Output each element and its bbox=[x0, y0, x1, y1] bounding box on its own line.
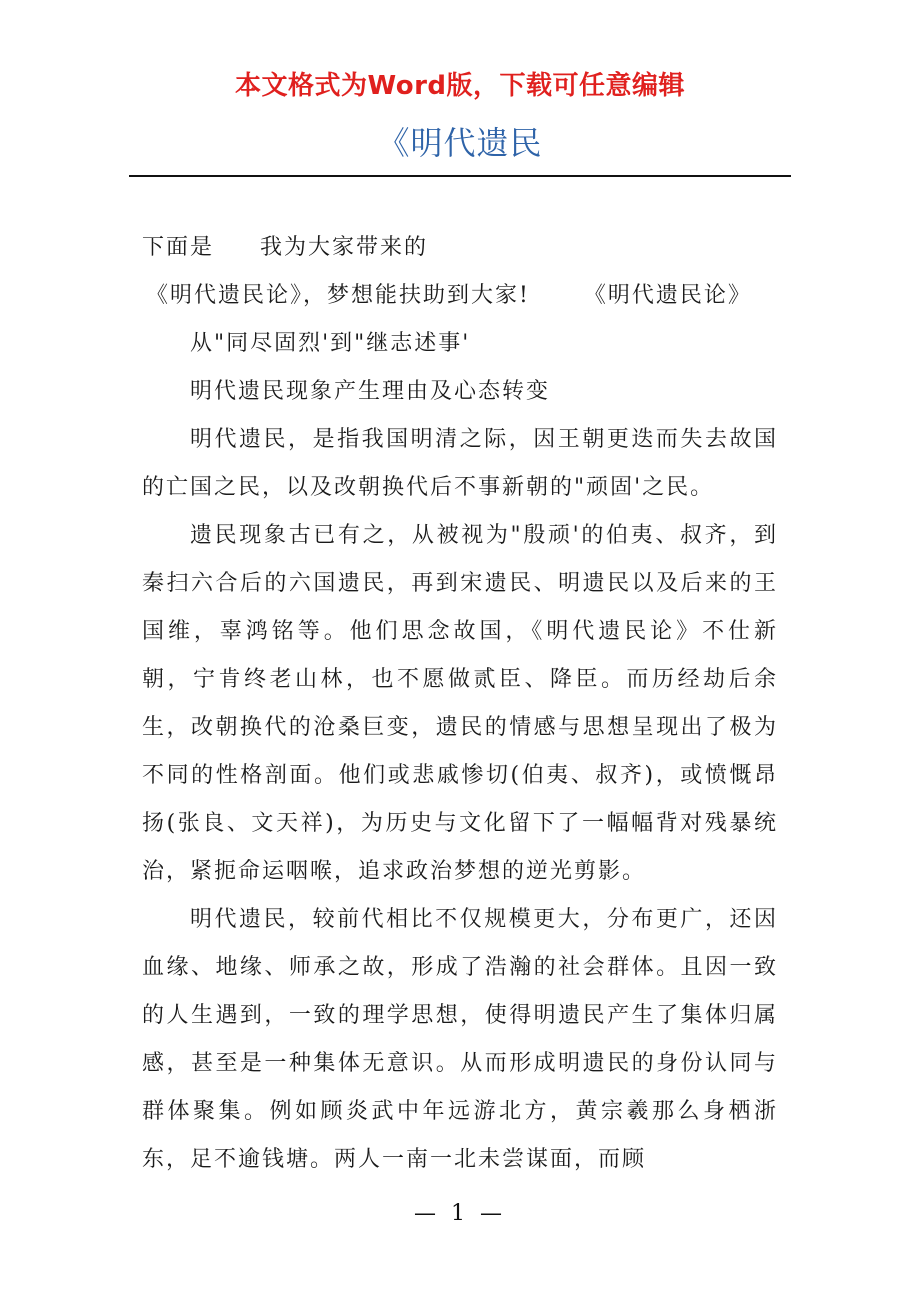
paragraph-definition: 明代遗民，是指我国明清之际，因王朝更迭而失去故国的亡国之民，以及改朝换代后不事新朝的"顽固'之民。 bbox=[142, 427, 778, 500]
page-number: — 1 — bbox=[414, 1201, 506, 1226]
paragraph-subtitle-1: 从"同尽固烈'到"继志述事' bbox=[189, 331, 471, 356]
paragraph-subtitle-2: 明代遗民现象产生理由及心态转变 bbox=[189, 379, 550, 404]
intro-text-c: 《明代遗民论》，梦想能扶助到大家! bbox=[146, 283, 530, 308]
intro-line-2 bbox=[142, 272, 778, 320]
download-banner: 本文格式为Word版，下载可任意编辑 bbox=[234, 71, 686, 101]
title-divider bbox=[129, 175, 791, 177]
intro-text-a: 下面是 bbox=[142, 235, 215, 260]
intro-line-1 bbox=[142, 224, 778, 272]
paragraph-ming-adherents: 明代遗民，较前代相比不仅规模更大，分布更广，还因血缘、地缘、师承之故，形成了浩瀚的社会群体。且因一致的人生遇到，一致的理学思想，使得明遗民产生了集体归属感，甚至是一种集体无意识。从而形成明遗民的身份认同与群体聚集。例如顾炎武中年远游北方，黄宗羲那么身栖浙东，足不逾钱塘。两人一南一北未尝谋面，而顾 bbox=[142, 907, 778, 1172]
document-title: 《明代遗民 bbox=[377, 124, 543, 162]
document-body bbox=[142, 224, 778, 1184]
intro-text-d: 《明代遗民论》 bbox=[583, 283, 752, 308]
intro-text-b: 我为大家带来的 bbox=[260, 235, 429, 260]
paragraph-history: 遗民现象古已有之，从被视为"殷顽'的伯夷、叔齐，到秦扫六合后的六国遗民，再到宋遗民、明遗民以及后来的王国维，辜鸿铭等。他们思念故国，《明代遗民论》不仕新朝，宁肯终老山林，也不愿做贰臣、降臣。而历经劫后余生，改朝换代的沧桑巨变，遗民的情感与思想呈现出了极为不同的性格剖面。他们或悲戚惨切(伯夷、叔齐)，或愤慨昂扬(张良、文天祥)，为历史与文化留下了一幅幅背对残暴统治，紧扼命运咽喉，追求政治梦想的逆光剪影。 bbox=[142, 523, 778, 884]
